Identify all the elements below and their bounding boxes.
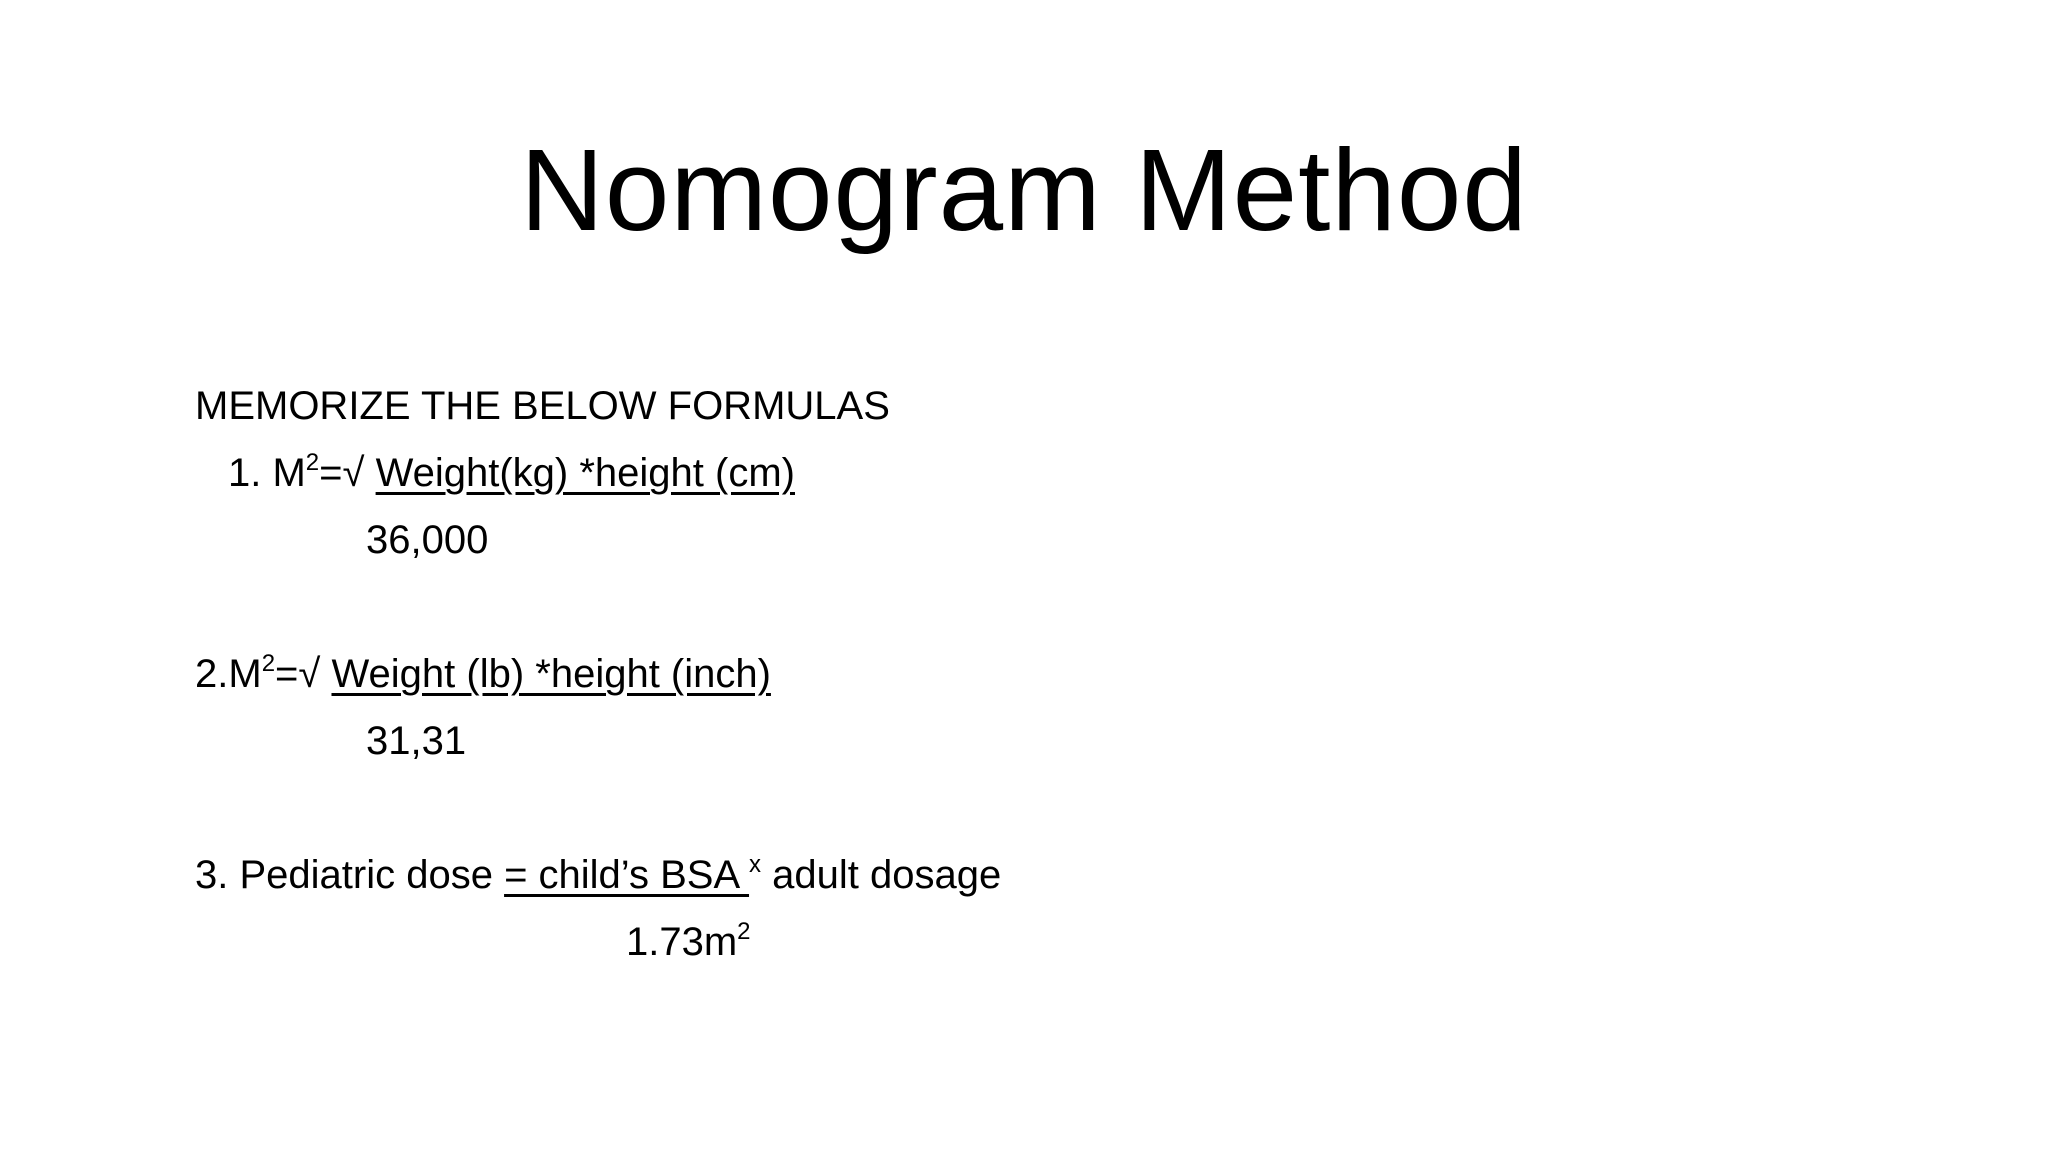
formula-1-root: =√: [319, 451, 376, 495]
formula-1-prefix: 1. M: [228, 451, 306, 495]
slide-title: Nomogram Method: [520, 125, 1528, 255]
formula-1-numerator: Weight(kg) *height (cm): [375, 451, 795, 495]
formulas-heading: MEMORIZE THE BELOW FORMULAS: [195, 384, 890, 428]
formula-3: [195, 851, 1001, 899]
formula-3-denominator: [626, 918, 751, 966]
formula-2-superscript: 2: [261, 649, 276, 677]
formula-2: [195, 650, 771, 698]
formula-2-denominator: 31,31: [366, 719, 467, 763]
formula-3-denominator-base: 1.73m: [626, 920, 738, 964]
formula-1-superscript: 2: [305, 448, 320, 476]
formula-2-prefix: 2.M: [195, 652, 262, 696]
formula-1: [228, 449, 795, 497]
formula-2-numerator: Weight (lb) *height (inch): [331, 652, 771, 696]
formula-2-root: =√: [275, 652, 332, 696]
formula-3-numerator: = child’s BSA: [504, 853, 750, 897]
formula-3-suffix: adult dosage: [761, 853, 1002, 897]
formula-3-denominator-superscript: 2: [737, 917, 751, 945]
formula-3-times: x: [749, 850, 762, 878]
formula-3-prefix: 3. Pediatric dose: [195, 853, 505, 897]
formula-1-denominator: 36,000: [366, 518, 489, 562]
